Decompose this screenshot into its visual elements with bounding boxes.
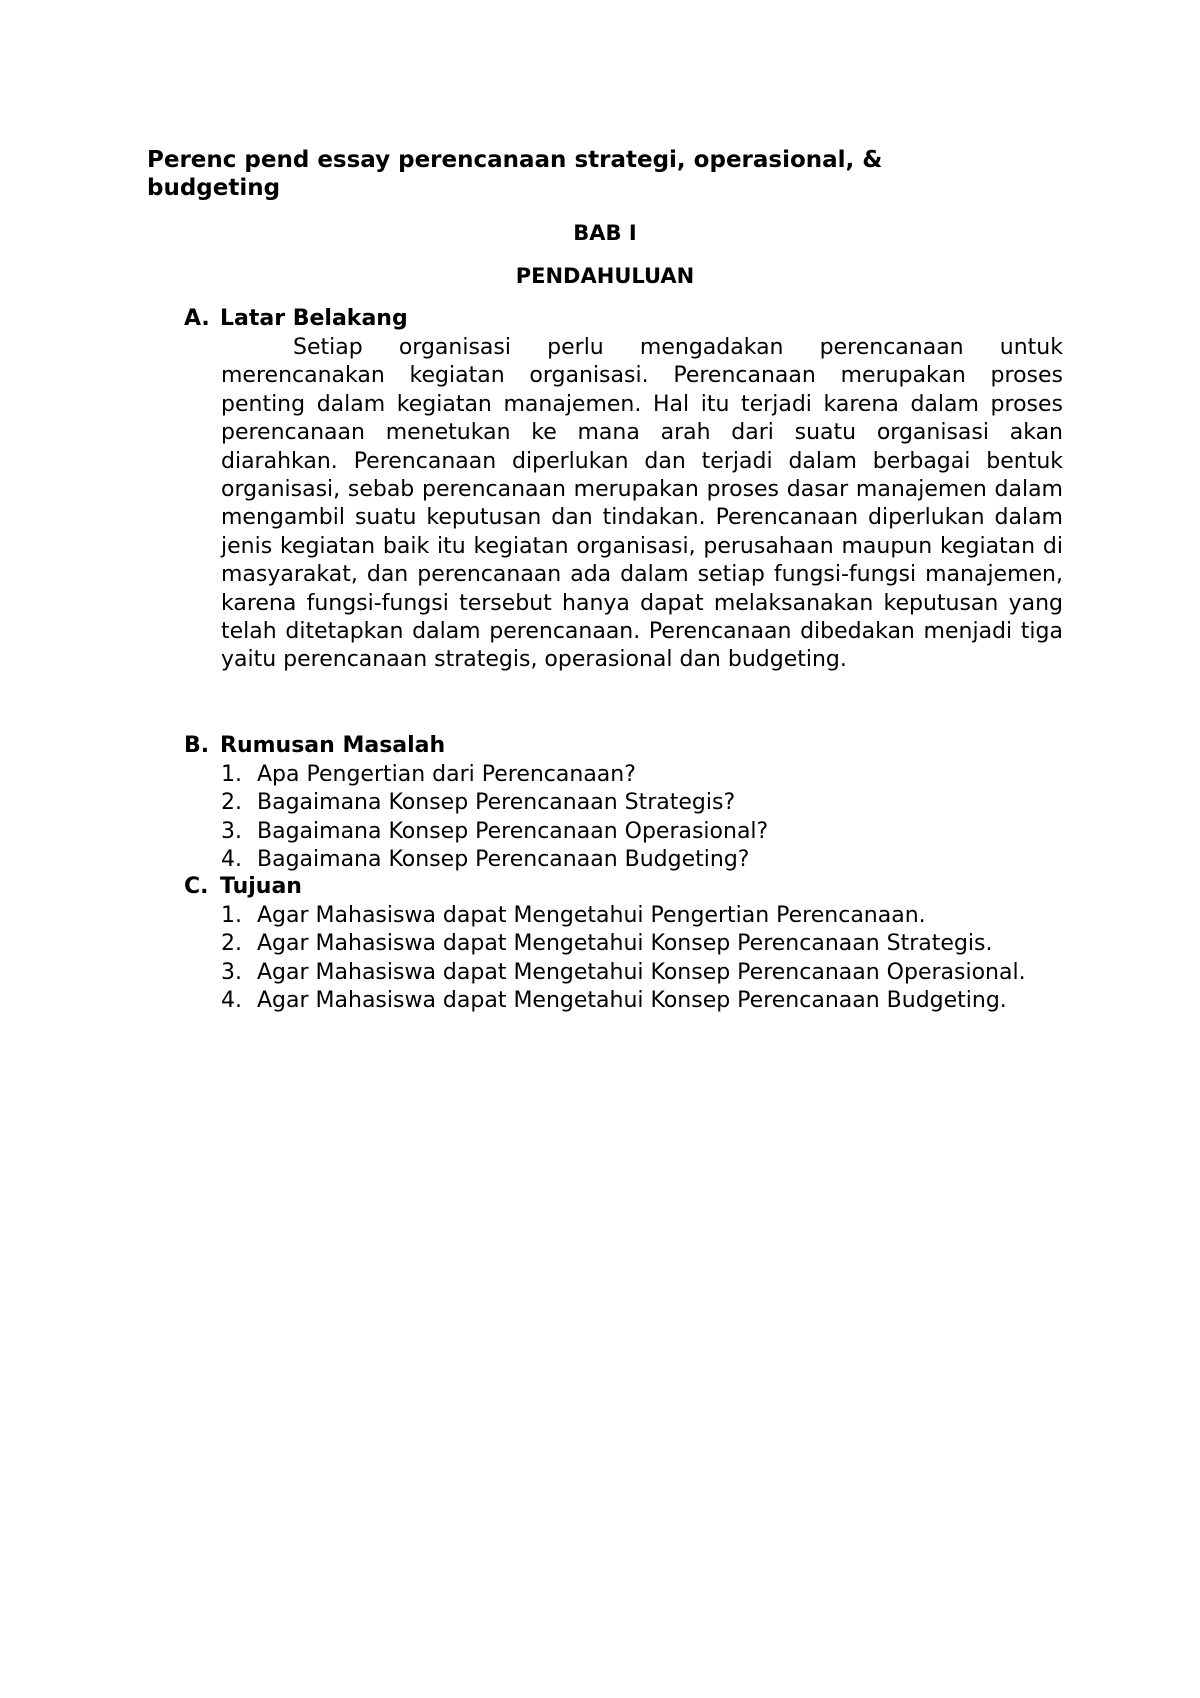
list-item-text: Bagaimana Konsep Perencanaan Budgeting? bbox=[257, 847, 750, 873]
list-item-number: 3. bbox=[221, 818, 242, 844]
list-item-text: Apa Pengertian dari Perencanaan? bbox=[257, 762, 636, 787]
list-item-number: 2. bbox=[221, 931, 242, 957]
tujuan-list bbox=[221, 902, 1063, 1016]
list-item-number: 4. bbox=[221, 988, 242, 1014]
list-item bbox=[221, 761, 1063, 789]
section-heading-latar-belakang bbox=[184, 305, 408, 333]
list-item-number: 3. bbox=[221, 959, 242, 985]
list-item-text: Bagaimana Konsep Perencanaan Strategis? bbox=[257, 790, 736, 816]
list-item-text: Agar Mahasiswa dapat Mengetahui Konsep Perencanaan Strategis. bbox=[257, 931, 993, 957]
section-heading-tujuan bbox=[184, 873, 302, 901]
section-letter: C. bbox=[184, 874, 209, 899]
chapter-number: BAB I bbox=[573, 221, 637, 245]
section-letter: A. bbox=[184, 306, 210, 331]
rumusan-masalah-list bbox=[221, 761, 1063, 875]
list-item bbox=[221, 987, 1063, 1015]
list-item-number: 4. bbox=[221, 847, 242, 873]
list-item bbox=[221, 930, 1063, 958]
list-item-text: Bagaimana Konsep Perencanaan Operasional? bbox=[257, 818, 769, 844]
list-item bbox=[221, 818, 1063, 846]
list-item bbox=[221, 902, 1063, 930]
section-heading-text: Tujuan bbox=[220, 874, 302, 899]
document-title: Perenc pend essay perencanaan strategi, operasional, & budgeting bbox=[147, 147, 883, 201]
latar-belakang-paragraph: Setiap organisasi perlu mengadakan perencanaan untuk merencanakan kegiatan organisasi. Perencanaan merupakan proses penting dalam kegiatan manajemen. Hal itu terjadi karena dalam proses perencanaan menetukan ke mana arah dari suatu organisasi akan diarahkan. Perencanaan diperlukan dan terjadi dalam berbagai bentuk organisasi, sebab perencanaan merupakan proses dasar manajemen dalam mengambil suatu keputusan dan tindakan. Perencanaan diperlukan dalam jenis kegiatan baik itu kegiatan organisasi, perusahaan maupun kegiatan di masyarakat, dan perencanaan ada dalam setiap fungsi-fungsi manajemen, karena fungsi-fungsi tersebut hanya dapat melaksanakan keputusan yang telah ditetapkan dalam perencanaan. Perencanaan dibedakan menjadi tiga yaitu perencanaan strategis, operasional dan budgeting. bbox=[221, 335, 1063, 673]
list-item bbox=[221, 959, 1063, 987]
section-heading-rumusan-masalah bbox=[184, 732, 445, 760]
list-item bbox=[221, 789, 1063, 817]
section-heading-text: Latar Belakang bbox=[220, 306, 408, 331]
list-item-text: Agar Mahasiswa dapat Mengetahui Konsep Perencanaan Operasional. bbox=[257, 959, 1026, 985]
list-item-number: 1. bbox=[221, 762, 242, 787]
section-letter: B. bbox=[184, 733, 210, 758]
section-heading-text: Rumusan Masalah bbox=[220, 733, 446, 758]
list-item bbox=[221, 846, 1063, 874]
list-item-text: Agar Mahasiswa dapat Mengetahui Konsep Perencanaan Budgeting. bbox=[257, 988, 1007, 1014]
list-item-number: 2. bbox=[221, 790, 242, 816]
list-item-text: Agar Mahasiswa dapat Mengetahui Pengertian Perencanaan. bbox=[257, 903, 926, 928]
list-item-number: 1. bbox=[221, 903, 242, 928]
chapter-title: PENDAHULUAN bbox=[515, 264, 695, 288]
